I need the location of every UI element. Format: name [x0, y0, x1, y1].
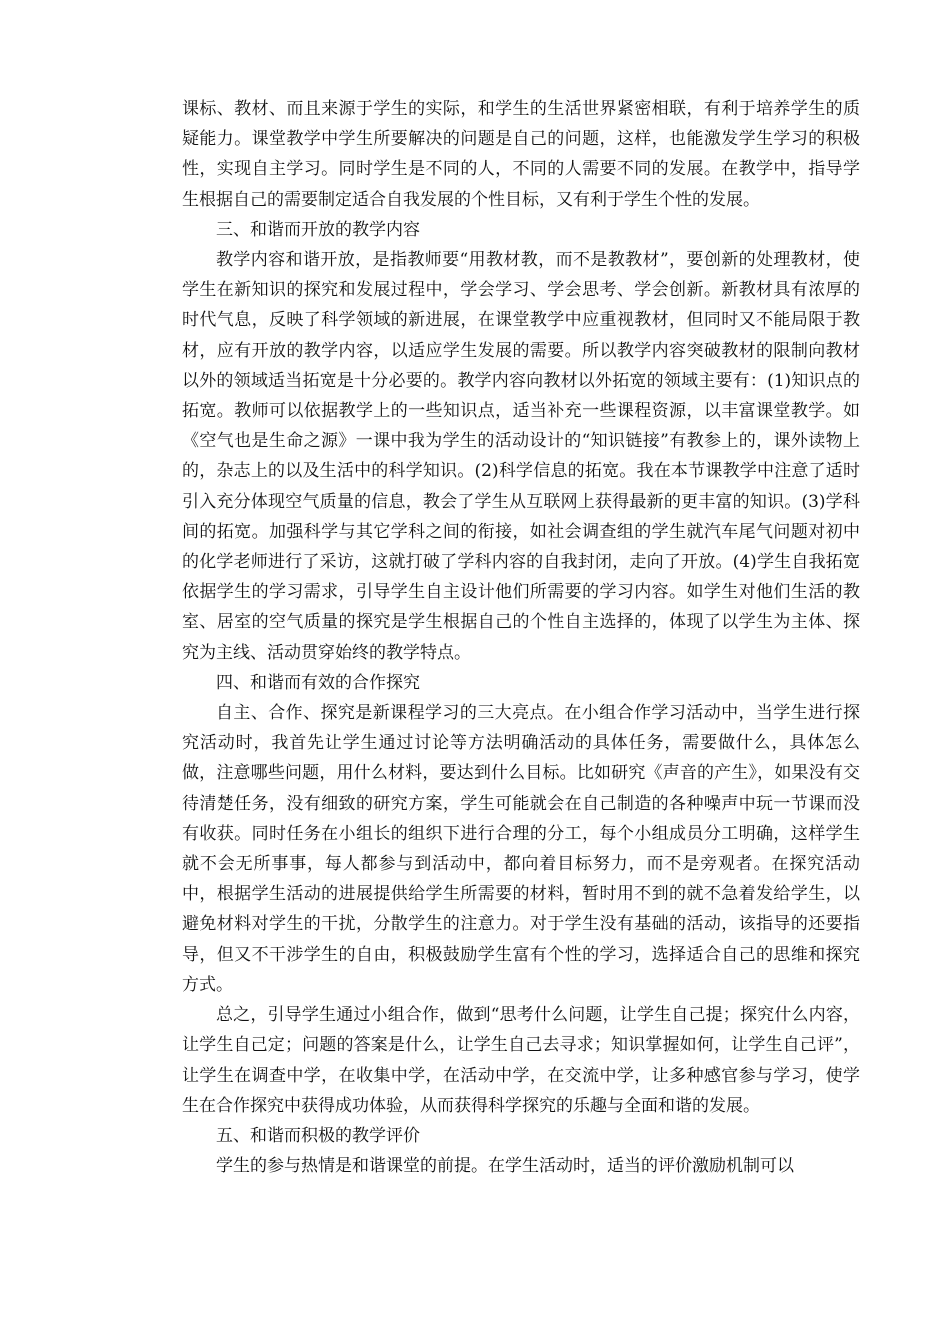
- paragraph-cooperative-inquiry: 自主、合作、探究是新课程学习的三大亮点。在小组合作学习活动中，当学生进行探究活动时，我首先让学生通过讨论等方法明确活动的具体任务，需要做什么，具体怎么做，注意哪些问题，用什么材料，要达到什么目标。比如研究《声音的产生》，如果没有交待清楚任务，没有细致的研究方案，学生可能就会在自己制造的各种噪声中玩一节课而没有收获。同时任务在小组长的组织下进行合理的分工，每个小组成员分工明确，这样学生就不会无所事事，每人都参与到活动中，都向着目标努力，而不是旁观者。在探究活动中，根据学生活动的进展提供给学生所需要的材料，暂时用不到的就不急着发给学生，以避免材料对学生的干扰，分散学生的注意力。对于学生没有基础的活动，该指导的还要指导，但又不干涉学生的自由，积极鼓励学生富有个性的学习，选择适合自己的思维和探究方式。: [182, 703, 860, 995]
- section-heading-5: 五、和谐而积极的教学评价: [216, 1125, 420, 1146]
- document-page: [182, 94, 860, 1181]
- paragraph-teaching-content: 教学内容和谐开放，是指教师要“用教材教，而不是教教材”，要创新的处理教材，使学生在新知识的探究和发展过程中，学会学习、学会思考、学会创新。新教材具有浓厚的时代气息，反映了科学领域的新进展，在课堂教学中应重视教材，但同时又不能局限于教材，应有开放的教学内容，以适应学生发展的需要。所以教学内容突破教材的限制向教材以外的领域适当拓宽是十分必要的。教学内容向教材以外拓宽的领域主要有：(1)知识点的拓宽。教师可以依据教学上的一些知识点，适当补充一些课程资源，以丰富课堂教学。如《空气也是生命之源》一课中我为学生的活动设计的“知识链接”有教参上的，课外读物上的，杂志上的以及生活中的科学知识。(2)科学信息的拓宽。我在本节课教学中注意了适时引入充分体现空气质量的信息，教会了学生从互联网上获得最新的更丰富的知识。(3)学科间的拓宽。加强科学与其它学科之间的衔接，如社会调查组的学生就汽车尾气问题对初中的化学老师进行了采访，这就打破了学科内容的自我封闭，走向了开放。(4)学生自我拓宽依据学生的学习需求，引导学生自主设计他们所需要的学习内容。如学生对他们生活的教室、居室的空气质量的探究是学生根据自己的个性自主选择的，体现了以学生为主体、探究为主线、活动贯穿始终的教学特点。: [182, 250, 860, 663]
- section-heading-3: 三、和谐而开放的教学内容: [216, 219, 420, 240]
- section-heading-4: 四、和谐而有效的合作探究: [216, 672, 420, 693]
- paragraph-summary: 总之，引导学生通过小组合作，做到“思考什么问题，让学生自己提；探究什么内容，让学生自己定；问题的答案是什么，让学生自己去寻求；知识掌握如何，让学生自己评”，让学生在调查中学，在收集中学，在活动中学，在交流中学，让多种感官参与学习，使学生在合作探究中获得成功体验，从而获得科学探究的乐趣与全面和谐的发展。: [182, 1005, 860, 1116]
- paragraph-continuation: 课标、教材、而且来源于学生的实际，和学生的生活世界紧密相联，有利于培养学生的质疑能力。课堂教学中学生所要解决的问题是自己的问题，这样，也能激发学生学习的积极性，实现自主学习。同时学生是不同的人，不同的人需要不同的发展。在教学中，指导学生根据自己的需要制定适合自我发展的个性目标，又有利于学生个性的发展。: [182, 99, 860, 210]
- paragraph-evaluation: 学生的参与热情是和谐课堂的前提。在学生活动时，适当的评价激励机制可以: [216, 1156, 794, 1177]
